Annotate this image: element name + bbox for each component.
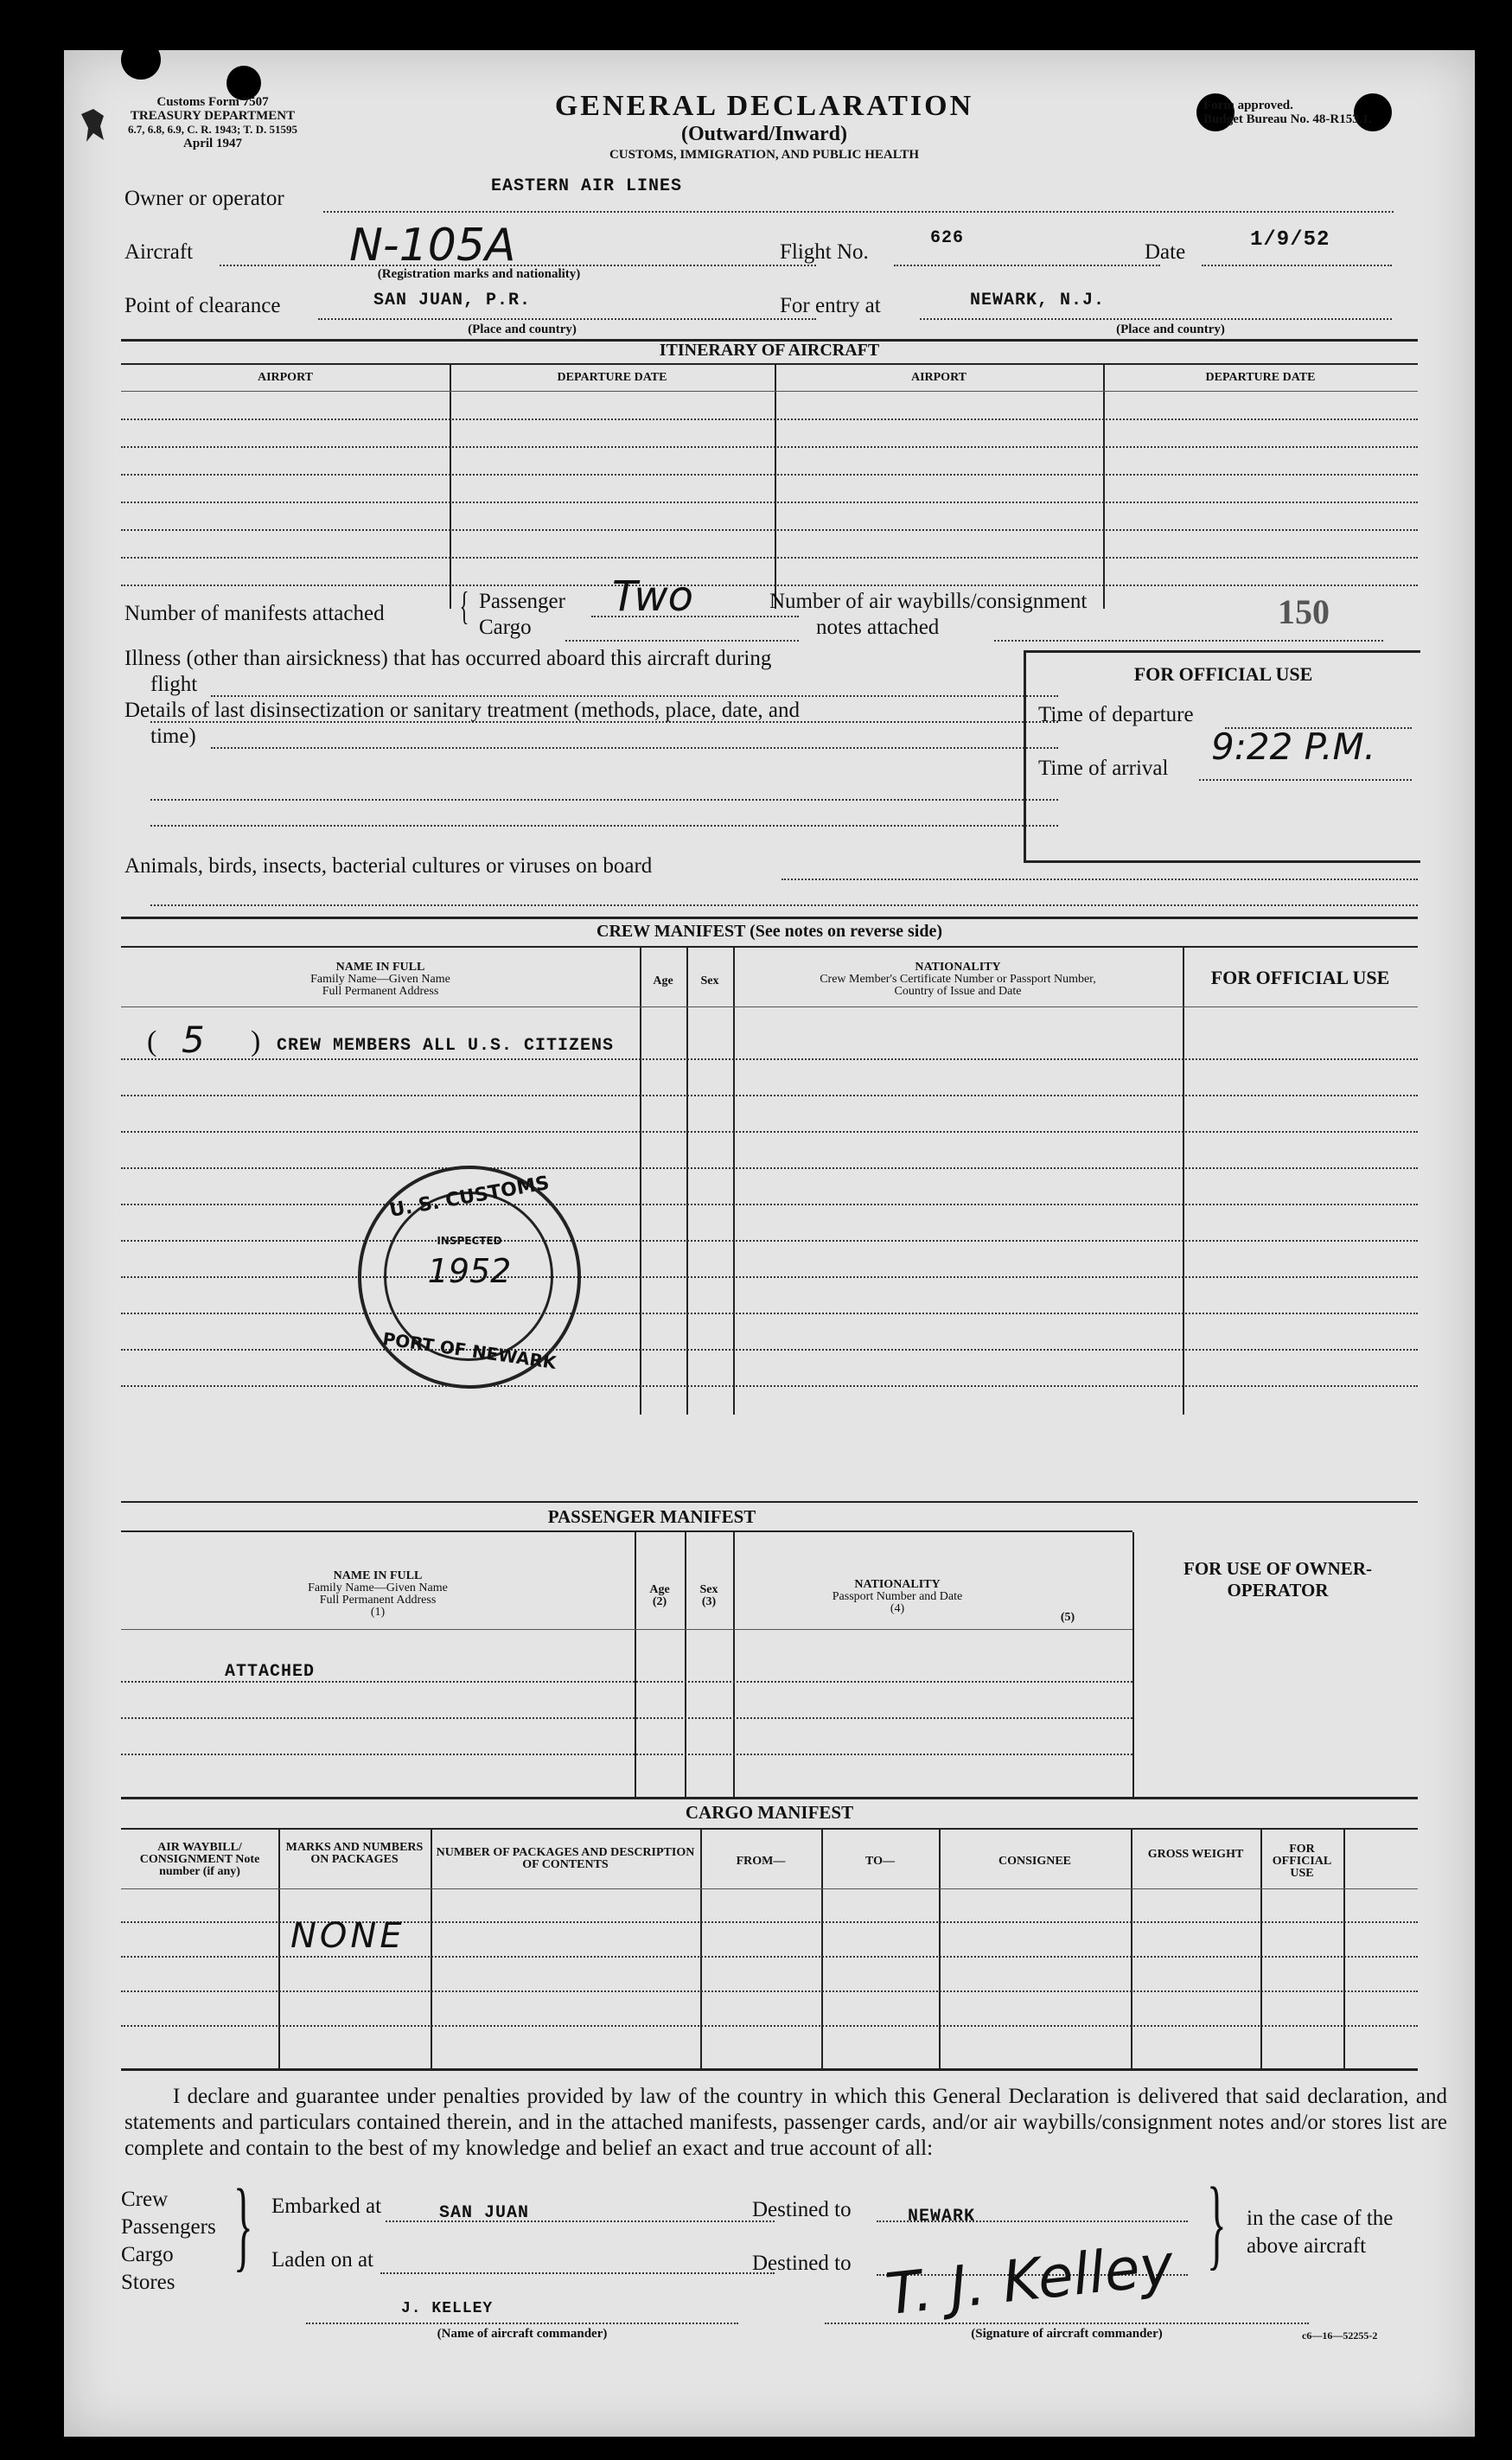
itinerary-col-departure: DEPARTURE DATE <box>557 371 667 384</box>
declaration-list-stores: Stores <box>121 2271 175 2294</box>
passenger-col-5: (5) <box>1060 1611 1075 1624</box>
crew-entry-count: 5 <box>182 1019 205 1061</box>
aircraft-value: N-105A <box>349 220 516 272</box>
crew-entry-paren-open: ( <box>147 1026 157 1057</box>
crew-col-name-3: Full Permanent Address <box>322 985 439 998</box>
flight-value: 626 <box>930 228 965 248</box>
waybills-label: Number of air waybills/consignment <box>769 590 1088 613</box>
stamp-mid-text: 1952 <box>427 1252 512 1290</box>
passenger-col-name-3: Full Permanent Address <box>319 1594 437 1607</box>
cargo-col-marks: MARKS AND NUMBERS ON PACKAGES <box>285 1841 424 1866</box>
case-text: in the case of the <box>1247 2207 1394 2230</box>
eagle-icon <box>78 107 109 150</box>
declaration-list-passengers: Passengers <box>121 2215 216 2239</box>
itinerary-col-airport: AIRPORT <box>257 371 314 384</box>
passenger-col-name-4: (1) <box>370 1606 386 1619</box>
header-block <box>470 90 1058 163</box>
manifests-label: Number of manifests attached <box>124 602 385 625</box>
destined-brace: } <box>1207 2166 1227 2279</box>
form-title: GENERAL DECLARATION <box>554 90 974 122</box>
arrival-time-label: Time of arrival <box>1038 757 1169 780</box>
cargo-entry: NONE <box>290 1916 405 1956</box>
illness-label-2: flight <box>150 673 198 696</box>
form-subsubtitle: CUSTOMS, IMMIGRATION, AND PUBLIC HEALTH <box>609 148 920 162</box>
aircraft-caption: (Registration marks and nationality) <box>377 267 581 281</box>
official-use-title: FOR OFFICIAL USE <box>1133 663 1313 685</box>
approval-line: Form approved. <box>1203 99 1293 112</box>
form-subtitle: (Outward/Inward) <box>680 123 847 145</box>
animals-label: Animals, birds, insects, bacterial cultures or viruses on board <box>124 854 653 878</box>
print-code: c6—16—52255-2 <box>1302 2329 1378 2342</box>
flight-label: Flight No. <box>780 240 869 264</box>
signature-caption: (Signature of aircraft commander) <box>971 2327 1163 2341</box>
crew-entry-text: CREW MEMBERS ALL U.S. CITIZENS <box>277 1036 615 1056</box>
owner-label: Owner or operator <box>124 187 284 210</box>
passenger-col-sex-2: (3) <box>701 1595 717 1608</box>
cargo-col-official: FOR OFFICIAL USE <box>1272 1843 1332 1880</box>
departure-time-label: Time of departure <box>1038 703 1194 726</box>
declaration-list-cargo: Cargo <box>121 2243 174 2266</box>
cargo-manifest-title: CARGO MANIFEST <box>685 1802 854 1823</box>
owner-value: EASTERN AIR LINES <box>491 176 683 196</box>
laden-label: Laden on at <box>271 2248 374 2272</box>
passenger-col-nat-3: (4) <box>890 1602 905 1615</box>
cargo-col-to: TO— <box>865 1855 895 1868</box>
manifests-brace: { <box>459 584 469 628</box>
passenger-col-name-2: Family Name—Given Name <box>308 1581 448 1594</box>
cargo-col-weight: GROSS WEIGHT <box>1147 1848 1244 1861</box>
crew-col-age: Age <box>653 974 673 987</box>
passenger-manifest-title: PASSENGER MANIFEST <box>547 1506 756 1527</box>
destined-value: NEWARK <box>908 2207 976 2227</box>
passenger-col-nat-2: Passport Number and Date <box>832 1590 963 1603</box>
passenger-col-name-1: NAME IN FULL <box>333 1569 423 1582</box>
entry-caption: (Place and country) <box>1116 323 1225 336</box>
aircraft-label: Aircraft <box>124 240 194 264</box>
embarked-value: SAN JUAN <box>439 2203 530 2223</box>
passenger-col-nationality <box>733 1579 1062 1615</box>
clearance-caption: (Place and country) <box>468 323 577 336</box>
crew-col-name-2: Family Name—Given Name <box>310 973 450 986</box>
passenger-label: Passenger <box>479 590 565 613</box>
crew-table <box>121 948 1418 1415</box>
crew-manifest-title: CREW MANIFEST (See notes on reverse side) <box>597 922 942 941</box>
date-label: Date <box>1145 240 1186 264</box>
declaration-list-crew: Crew <box>121 2188 169 2211</box>
cargo-col-from: FROM— <box>736 1855 786 1868</box>
disinsect-label: Details of last disinsectization or sanitary treatment (methods, place, date, and <box>124 699 800 722</box>
cargo-label: Cargo <box>479 616 532 639</box>
itinerary-title: ITINERARY OF AIRCRAFT <box>659 341 880 360</box>
stamp-bottom-text: PORT OF NEWARK <box>381 1328 558 1373</box>
crew-col-name <box>121 962 640 998</box>
embarked-label: Embarked at <box>271 2195 382 2218</box>
date-value: 1/9/52 <box>1250 228 1330 252</box>
illness-label: Illness (other than airsickness) that has occurred aboard this aircraft during <box>124 647 772 670</box>
clearance-value: SAN JUAN, P.R. <box>373 291 532 310</box>
crew-col-nat-3: Country of Issue and Date <box>894 985 1022 998</box>
passenger-col-age-2: (2) <box>652 1595 667 1608</box>
itinerary-table <box>121 365 1418 609</box>
commander-caption: (Name of aircraft commander) <box>437 2327 608 2341</box>
crew-col-sex: Sex <box>700 974 719 987</box>
commander-signature: T. J. Kelley <box>882 2231 1177 2329</box>
passenger-col-sex <box>685 1584 733 1608</box>
form-id: Customs Form 7507 <box>156 95 269 109</box>
crew-entry-paren-close: ) <box>251 1026 261 1057</box>
cargo-col-waybill: AIR WAYBILL/ CONSIGNMENT Note number (if any) <box>139 1841 260 1878</box>
clearance-label: Point of clearance <box>124 294 281 317</box>
crew-col-nat-1: NATIONALITY <box>915 961 1001 974</box>
declaration-list <box>121 2186 216 2297</box>
cargo-table <box>121 1830 1418 2068</box>
declaration-brace: } <box>233 2168 253 2281</box>
passenger-table <box>121 1532 1418 1797</box>
waybills-stamp-number: 150 <box>1278 592 1330 631</box>
commander-name: J. KELLEY <box>401 2300 494 2317</box>
passenger-col-sex-1: Sex <box>699 1583 718 1596</box>
disinsect-label-2: time) <box>150 725 196 748</box>
form-date: April 1947 <box>183 137 242 150</box>
punch-hole <box>121 50 161 80</box>
arrival-time-value: 9:22 P.M. <box>1211 725 1376 768</box>
crew-col-nationality <box>733 962 1183 998</box>
passenger-col-nat-1: NATIONALITY <box>854 1578 941 1591</box>
declaration-form <box>64 50 1475 2437</box>
passenger-col-age-1: Age <box>649 1583 670 1596</box>
itinerary-col-airport-2: AIRPORT <box>910 371 967 384</box>
passenger-value: Two <box>612 572 694 621</box>
case-text-2: above aircraft <box>1247 2234 1367 2258</box>
approval-block <box>1203 99 1463 126</box>
itinerary-col-departure-2: DEPARTURE DATE <box>1205 371 1316 384</box>
crew-col-official: FOR OFFICIAL USE <box>1210 967 1390 988</box>
crew-col-name-1: NAME IN FULL <box>335 961 425 974</box>
cargo-col-description: NUMBER OF PACKAGES AND DESCRIPTION OF CONTENTS <box>436 1846 695 1871</box>
form-id-block <box>126 95 299 150</box>
department: TREASURY DEPARTMENT <box>130 109 296 123</box>
passenger-entry: ATTACHED <box>225 1662 316 1682</box>
stamp-inner-text: INSPECTED <box>437 1235 502 1247</box>
destined-label: Destined to <box>752 2198 852 2221</box>
crew-col-nat-2: Crew Member's Certificate Number or Passport Number, <box>820 973 1096 986</box>
passenger-col-name <box>121 1570 635 1619</box>
entry-value: NEWARK, N.J. <box>970 291 1106 310</box>
cargo-col-consignee: CONSIGNEE <box>998 1855 1072 1868</box>
customs-stamp <box>358 1166 581 1389</box>
destined-label-2: Destined to <box>752 2252 852 2275</box>
stamp-top-text: U. S. CUSTOMS <box>387 1172 552 1223</box>
citation: 6.7, 6.8, 6.9, C. R. 1943; T. D. 51595 <box>128 123 297 136</box>
entry-label: For entry at <box>780 294 881 317</box>
waybills-label-2: notes attached <box>816 616 940 639</box>
official-use-box <box>1024 650 1420 863</box>
passenger-col-age <box>635 1584 685 1608</box>
passenger-col-owner: FOR USE OF OWNER-OPERATOR <box>1183 1558 1372 1601</box>
declaration-text: I declare and guarantee under penalties provided by law of the country in which this General Declaration is delivered that said declaration, and statements and particulars contained therein, and in the attached manifests, passenger cards, and/or air waybills/consignment notes and/or stores list are complete and contain to the best of my knowledge and belief an exact and true account of all: <box>124 2085 1447 2160</box>
budget-line: Budget Bureau No. 48-R153.1. <box>1203 112 1372 126</box>
